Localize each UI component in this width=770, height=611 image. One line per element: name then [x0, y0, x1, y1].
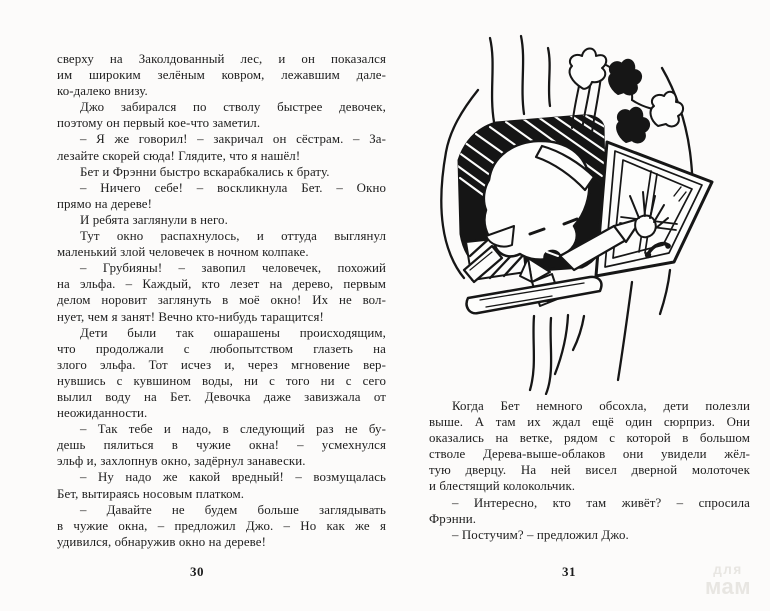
- text-line: – Грубияны! – завопил человечек, похожий: [80, 261, 386, 276]
- left-page-text: [57, 51, 386, 550]
- text-line: Фрэнни.: [429, 511, 477, 526]
- text-line: нувшись с кувшином воды, ни с того ни с сего: [57, 373, 386, 388]
- text-line: ко-далеко внизу.: [57, 84, 148, 99]
- text-line: – Так тебе и надо, в следующий раз не бу-: [80, 422, 386, 437]
- elf-window-drawing: [433, 30, 755, 395]
- text-line: в чужие окна, – предложил Джо. – Но как же я: [57, 518, 386, 533]
- text-line: – Я же говорил! – закричал он сёстрам. – За-: [80, 132, 386, 147]
- page-number-right: 31: [562, 564, 576, 579]
- text-line: лезайте скорей сюда! Глядите, что я нашёл!: [57, 148, 301, 163]
- text-line: удивился, обнаружив окно на дереве!: [57, 534, 266, 549]
- text-line: Джо забирался по стволу быстрее девочек,: [80, 100, 386, 115]
- text-line: Дети были так ошарашены происходящим,: [80, 325, 386, 340]
- right-page-text: [429, 398, 750, 543]
- text-line: и блестящий колокольчик.: [429, 479, 576, 494]
- text-line: – Постучим? – предложил Джо.: [452, 527, 629, 542]
- text-line: Тут окно распахнулось, и оттуда выглянул: [80, 229, 386, 244]
- text-line: сверху на Заколдованный лес, и он показался: [57, 52, 386, 66]
- text-line: им широким зелёным ковром, лежавшим дале-: [57, 68, 386, 83]
- text-line: вылил воду на Бет. Девочка даже завизжала от: [57, 389, 386, 404]
- text-line: делом норовит заглянуть в моё окно! Их не вол-: [57, 293, 386, 308]
- text-line: И ребята заглянули в него.: [80, 212, 228, 227]
- text-line: – Интересно, кто там живёт? – спросила: [452, 495, 750, 510]
- text-line: Бет и Фрэнни быстро вскарабкались к брату.: [80, 164, 330, 179]
- text-line: что продолжали с любопытством глазеть на: [57, 341, 386, 356]
- text-line: дешь пялиться в чужие окна! – усмехнулся: [57, 438, 386, 453]
- text-line: на эльфа. – Каждый, кто лезет на дерево, первым: [57, 277, 386, 292]
- text-line: злого эльфа. Тот исчез и, через мгновение вер-: [57, 357, 386, 372]
- text-line: Когда Бет немного обсохла, дети полезли: [452, 399, 750, 413]
- text-line: – Давайте не будем больше заглядывать: [80, 502, 386, 517]
- text-line: маленький злой человечек в ночном колпаке.: [57, 245, 309, 260]
- watermark-line2: мам: [705, 574, 751, 600]
- text-line: Бет, вытираясь носовым платком.: [57, 486, 245, 501]
- watermark: [705, 564, 751, 598]
- page-number-left: 30: [190, 564, 204, 579]
- text-line: неожиданности.: [57, 406, 148, 421]
- text-line: нует, чем я занят! Вечно кто-нибудь таращится!: [57, 309, 324, 324]
- text-line: оказались на ветке, рядом с которой в большом: [429, 431, 750, 446]
- text-line: прямо на дереве!: [57, 196, 153, 211]
- text-line: выше. А там их ждал ещё один сюрприз. Они: [429, 415, 750, 430]
- text-line: стволе Дерева-выше-облаков они увидели жёл-: [429, 447, 750, 462]
- text-line: поэтому он первый кое-что заметил.: [57, 116, 261, 131]
- illustration: [433, 30, 755, 395]
- open-window: [596, 142, 712, 276]
- text-line: тую дверцу. На ней висел дверной молоточек: [429, 463, 750, 478]
- text-line: – Ну надо же какой вредный! – возмущалась: [80, 470, 386, 485]
- text-line: эльф и, захлопнув окно, задёрнул занавески.: [57, 454, 306, 469]
- watermark-line1: для: [713, 562, 743, 578]
- text-line: – Ничего себе! – воскликнула Бет. – Окно: [80, 180, 386, 195]
